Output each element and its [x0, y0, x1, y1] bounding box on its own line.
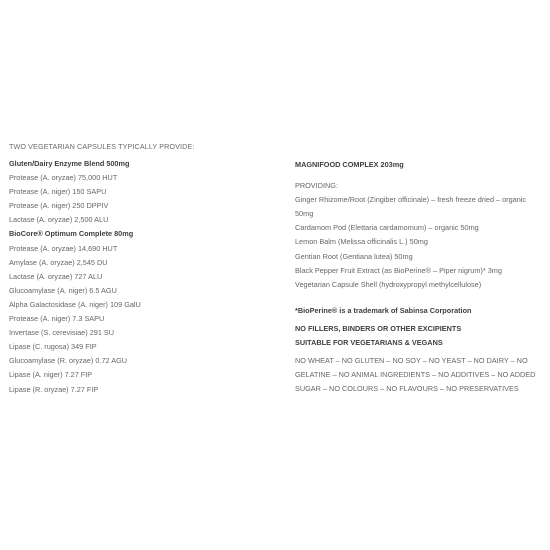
enzyme-column [9, 157, 269, 397]
trademark-note: *BioPerine® is a trademark of Sabinsa Corporation [295, 305, 472, 315]
ingredient-line: Protease (A. niger) 250 DPPIV [9, 201, 109, 211]
complex-heading: MAGNIFOOD COMPLEX 203mg [295, 160, 404, 169]
ingredient-line: Glucoamylase (R. oryzae) 0.72 AGU [9, 356, 128, 366]
ingredient-line: Vegetarian Capsule Shell (hydroxypropyl methylcellulose) [295, 279, 482, 289]
ingredient-line: Black Pepper Fruit Extract (as BioPerine® – Piper nigrum)* 3mg [295, 265, 502, 275]
complex-column [295, 158, 545, 396]
ingredient-line: Protease (A. oryzae) 14,690 HUT [9, 243, 118, 253]
ingredient-line: Lactase (A. oryzae) 727 ALU [9, 271, 103, 281]
blend1-heading: Gluten/Dairy Enzyme Blend 500mg [9, 159, 130, 168]
ingredient-line: Invertase (S. cerevisiae) 291 SU [9, 328, 115, 338]
ingredient-line: Lactase (A. oryzae) 2,500 ALU [9, 215, 109, 225]
ingredient-line: Lipase (C. rugosa) 349 FIP [9, 342, 97, 352]
ingredient-line: Protease (A. niger) 150 SAPU [9, 187, 107, 197]
ingredient-line: Protease (A. niger) 7.3 SAPU [9, 314, 105, 324]
complex-list [295, 193, 545, 292]
claim-vegan: SUITABLE FOR VEGETARIANS & VEGANS [295, 338, 443, 348]
intro-text: TWO VEGETARIAN CAPSULES TYPICALLY PROVIDE: [9, 142, 195, 151]
ingredient-line: Lipase (A. niger) 7.27 FIP [9, 370, 93, 380]
free-from-line: NO WHEAT – NO GLUTEN – NO SOY – NO YEAST – NO DAIRY – NO [295, 356, 528, 366]
providing-label: PROVIDING: [295, 181, 338, 191]
ingredient-line: Gentian Root (Gentiana lutea) 50mg [295, 251, 413, 261]
blend1-list [9, 171, 269, 227]
ingredient-line: Cardamom Pod (Elettaria cardamomum) – organic 50mg [295, 223, 479, 233]
free-from-line: GELATINE – NO ANIMAL INGREDIENTS – NO ADDITIVES – NO ADDED [295, 370, 536, 380]
ingredient-line: Lemon Balm (Melissa officinalis L.) 50mg [295, 237, 428, 247]
ingredient-line: Alpha Galactosidase (A. niger) 109 GalU [9, 299, 141, 309]
blend2-heading: BioCore® Optimum Complete 80mg [9, 229, 134, 239]
free-from-line: SUGAR – NO COLOURS – NO FLAVOURS – NO PRESERVATIVES [295, 384, 519, 394]
ingredient-line: Protease (A. oryzae) 75,000 HUT [9, 173, 118, 183]
blend2-list [9, 242, 269, 397]
ingredient-line: Ginger Rhizome/Root (Zingiber officinale) – fresh freeze dried – organic 50mg [295, 195, 527, 219]
ingredient-line: Lipase (R. oryzae) 7.27 FIP [9, 384, 99, 394]
free-from-list [295, 354, 545, 396]
ingredient-line: Glucoamylase (A. niger) 6.5 AGU [9, 285, 117, 295]
ingredient-line: Amylase (A. oryzae) 2,545 DU [9, 257, 108, 267]
claim-no-fillers: NO FILLERS, BINDERS OR OTHER EXCIPIENTS [295, 323, 462, 333]
